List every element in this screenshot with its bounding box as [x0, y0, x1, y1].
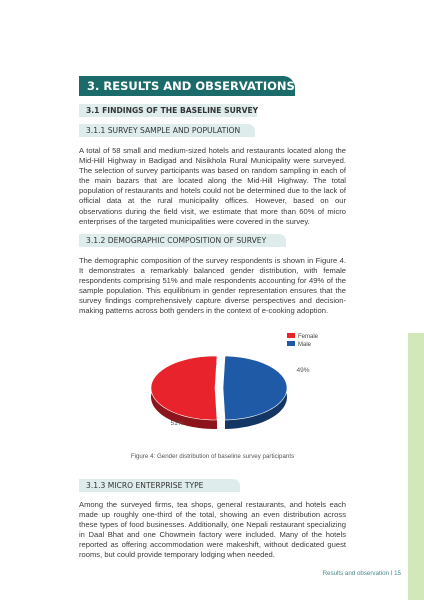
data-label-female: 51%: [170, 420, 184, 427]
legend-label-male: Male: [298, 342, 312, 348]
subsection-demographic-heading: 3.1.2 DEMOGRAPHIC COMPOSITION OF SURVEY: [79, 234, 286, 247]
data-label-male: 49%: [296, 367, 310, 374]
pie-slice-male: [223, 356, 287, 429]
legend-swatch-female: [287, 333, 295, 338]
section-title: 3. RESULTS AND OBSERVATIONS: [79, 76, 295, 96]
enterprise-paragraph: Among the surveyed firms, tea shops, general restaurants, and hotels each made up roughly one-third of the total, showing an even distribution across these types of food businesses. Additionally, one Nepali restaurant specializing in Daal Bhat and one Chowmein factory were included. Many of the hotels reported as offering accommodation were makeshift, without dedicated guest rooms, but could provide temporary lodging when needed.: [79, 500, 346, 560]
pie-slices: [151, 356, 287, 429]
side-tab: [408, 333, 424, 600]
chart-legend: [287, 333, 319, 348]
subsection-sample-heading: 3.1.1 SURVEY SAMPLE AND POPULATION: [79, 124, 255, 137]
sample-paragraph: A total of 58 small and medium-sized hotels and restaurants located along the Mid-Hill Highway in Badigad and Nisikhola Rural Municipality were surveyed. The selection of survey participants was based on random sampling in each of the main bazars that are located along the Mid-Hill Highway. The total population of restaurants and hotels could not be determined due to the lack of official data at the rural municipality offices. However, based on our observations during the field visit, we estimate that more than 60% of micro enterprises of the targeted municipalities were covered in the survey.: [79, 146, 346, 226]
gender-pie-chart: [79, 328, 346, 450]
legend-label-female: Female: [298, 334, 319, 340]
subsection-findings-heading: 3.1 FINDINGS OF THE BASELINE SURVEY: [79, 104, 257, 117]
figure-caption: Figure 4: Gender distribution of baseline survey participants: [130, 453, 295, 460]
subsection-enterprise-heading: 3.1.3 MICRO ENTERPRISE TYPE: [79, 479, 240, 492]
legend-swatch-male: [287, 341, 295, 346]
pie-slice-female: [151, 356, 217, 429]
demographic-paragraph: The demographic composition of the survey respondents is shown in Figure 4. It demonstrates a remarkably balanced gender distribution, with female respondents comprising 51% and male respondents accounting for 49% of the sample population. This equilibrium in gender representation ensures that the survey findings comprehensively capture diverse perspectives and decision-making patterns across both genders in the context of e-cooking adoption.: [79, 256, 346, 316]
page-footer: Results and observation I 15: [322, 570, 401, 577]
